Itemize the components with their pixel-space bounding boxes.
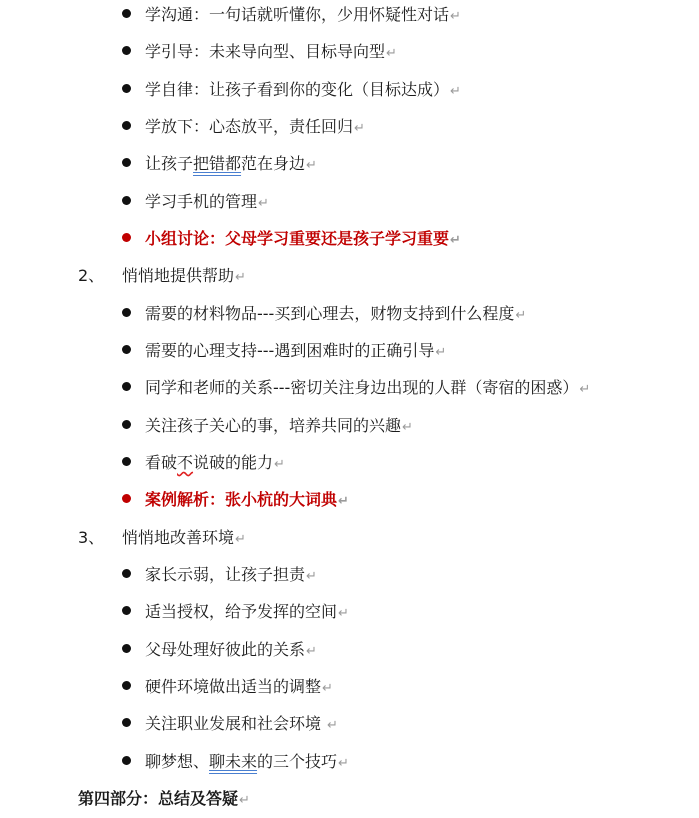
bullet-icon bbox=[122, 308, 131, 317]
list-item: 让孩子把错都范在身边↵ bbox=[122, 154, 317, 176]
list-item: 需要的材料物品---买到心理去，财物支持到什么程度↵ bbox=[122, 304, 526, 326]
paragraph-mark-icon: ↵ bbox=[327, 718, 338, 733]
paragraph-mark-icon: ↵ bbox=[274, 457, 285, 472]
spelling-flag: 不 bbox=[177, 453, 194, 472]
bullet-icon bbox=[122, 569, 131, 578]
list-item: 学沟通：一句话就听懂你，少用怀疑性对话↵ bbox=[122, 5, 461, 27]
bullet-icon bbox=[122, 606, 131, 615]
bullet-icon bbox=[122, 196, 131, 205]
grammar-flag: 聊未来 bbox=[209, 752, 258, 771]
list-item: 聊梦想、聊未来的三个技巧↵ bbox=[122, 752, 349, 774]
paragraph-mark-icon: ↵ bbox=[306, 569, 317, 584]
paragraph-mark-icon: ↵ bbox=[450, 233, 461, 248]
paragraph-mark-icon: ↵ bbox=[306, 158, 317, 173]
list-item: 学放下：心态放平，责任回归↵ bbox=[122, 117, 365, 139]
paragraph-mark-icon: ↵ bbox=[338, 756, 349, 771]
paragraph-mark-icon: ↵ bbox=[450, 9, 461, 24]
paragraph-mark-icon: ↵ bbox=[579, 382, 591, 397]
paragraph-mark-icon: ↵ bbox=[354, 121, 365, 136]
list-item: 硬件环境做出适当的调整↵ bbox=[122, 677, 333, 699]
paragraph-mark-icon: ↵ bbox=[338, 606, 349, 621]
bullet-icon bbox=[122, 345, 131, 354]
bullet-icon bbox=[122, 420, 131, 429]
paragraph-mark-icon: ↵ bbox=[239, 793, 250, 808]
list-item: 适当授权，给予发挥的空间↵ bbox=[122, 602, 349, 624]
bullet-icon bbox=[122, 233, 131, 242]
list-item: 学自律：让孩子看到你的变化（目标达成）↵ bbox=[122, 80, 461, 102]
bullet-icon bbox=[122, 681, 131, 690]
paragraph-mark-icon: ↵ bbox=[235, 532, 246, 547]
list-item: 家长示弱，让孩子担责↵ bbox=[122, 565, 317, 587]
paragraph-mark-icon: ↵ bbox=[306, 644, 317, 659]
bullet-icon bbox=[122, 382, 131, 391]
paragraph-mark-icon: ↵ bbox=[258, 196, 269, 211]
paragraph-mark-icon: ↵ bbox=[386, 46, 397, 61]
bullet-icon bbox=[122, 644, 131, 653]
list-item: 看破不说破的能力↵ bbox=[122, 453, 285, 475]
paragraph-mark-icon: ↵ bbox=[435, 345, 447, 360]
bullet-icon bbox=[122, 46, 131, 55]
section-heading: 3、 悄悄地改善环境↵ bbox=[78, 528, 246, 547]
list-item: 需要的心理支持---遇到困难时的正确引导↵ bbox=[122, 341, 446, 363]
list-item: 学习手机的管理↵ bbox=[122, 192, 269, 214]
bullet-icon bbox=[122, 121, 131, 130]
list-item: 学引导：未来导向型、目标导向型↵ bbox=[122, 42, 397, 64]
bullet-icon bbox=[122, 158, 131, 167]
paragraph-mark-icon: ↵ bbox=[338, 494, 349, 509]
list-item: 父母处理好彼此的关系↵ bbox=[122, 640, 317, 662]
list-item: 同学和老师的关系---密切关注身边出现的人群（寄宿的困惑）↵ bbox=[122, 378, 590, 400]
bullet-icon bbox=[122, 494, 131, 503]
grammar-flag: 把错都 bbox=[193, 154, 242, 173]
bullet-icon bbox=[122, 84, 131, 93]
list-item: 关注职业发展和社会环境 ↵ bbox=[122, 714, 338, 736]
list-item: 关注孩子关心的事，培养共同的兴趣↵ bbox=[122, 416, 413, 438]
bullet-icon bbox=[122, 9, 131, 18]
list-item-highlight: 案例解析：张小杭的大词典↵ bbox=[122, 490, 349, 512]
paragraph-mark-icon: ↵ bbox=[402, 420, 413, 435]
bullet-icon bbox=[122, 457, 131, 466]
section-heading: 2、 悄悄地提供帮助↵ bbox=[78, 266, 246, 285]
paragraph-mark-icon: ↵ bbox=[322, 681, 333, 696]
paragraph-mark-icon: ↵ bbox=[235, 270, 246, 285]
paragraph-mark-icon: ↵ bbox=[450, 84, 461, 99]
paragraph-mark-icon: ↵ bbox=[515, 308, 527, 323]
bullet-icon bbox=[122, 756, 131, 765]
list-item-highlight: 小组讨论：父母学习重要还是孩子学习重要↵ bbox=[122, 229, 461, 251]
bullet-icon bbox=[122, 718, 131, 727]
part-heading: 第四部分：总结及答疑↵ bbox=[78, 789, 250, 808]
